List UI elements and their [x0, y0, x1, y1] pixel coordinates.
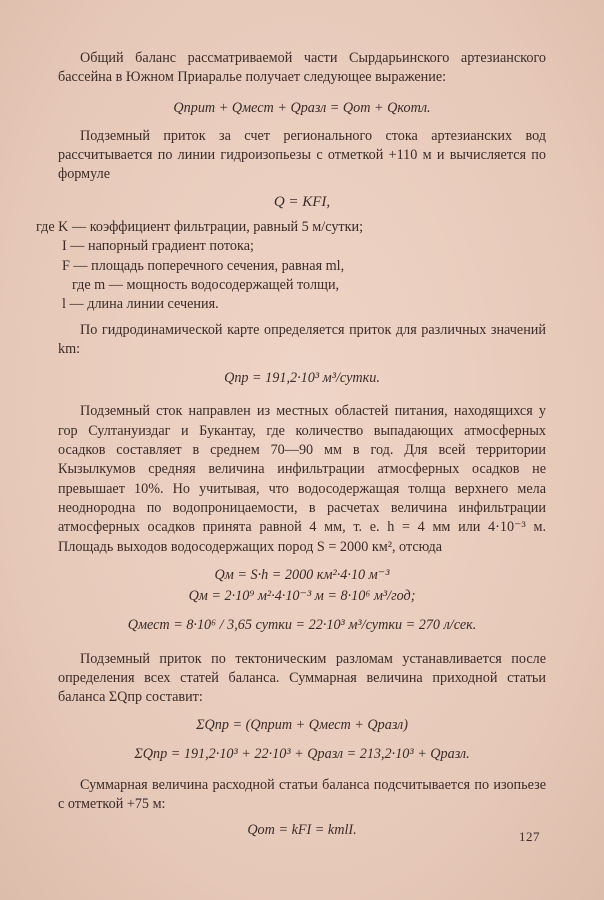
formula-sum-inflow: ΣQпр = (Qприт + Qмест + Qразл)	[196, 716, 408, 733]
definition-item: где K — коэффициент фильтрации, равный 5 м/сутки;	[36, 219, 364, 236]
formula-sum-inflow-values: ΣQпр = 191,2·10³ + 22·10³ + Qразл = 213,2·10³ + Qразл.	[134, 746, 470, 763]
formula-darcy: Q = KFI,	[273, 193, 331, 210]
formula-balance: Qприт + Qмест + Qразл = Qот + Qкотл.	[173, 99, 431, 116]
formula-qm-2: Qм = 2·10⁹ м²·4·10⁻³ м = 8·10⁶ м³/год;	[188, 587, 416, 604]
page-content	[36, 49, 546, 840]
formula-qmest: Qмест = 8·10⁶ / 3,65 сутки = 22·10³ м³/сутки = 270 л/сек.	[127, 616, 477, 633]
page-number: 127	[519, 829, 540, 844]
formula-qm-1: Qм = S·h = 2000 км²·4·10 м⁻³	[214, 566, 390, 583]
definition-item: l — длина линии сечения.	[62, 296, 219, 313]
definition-item: I — напорный градиент потока;	[62, 238, 254, 255]
paragraph-balance-intro: Общий баланс рассматриваемой части Сырдарьинского артезианского бассейна в Южном Приаралье получает следующее выражение:	[58, 50, 546, 86]
paragraph-underground-runoff: Подземный сток направлен из местных областей питания, находящихся у гор Султануиздаг и Букантау, где количество выпадающих атмосферных осадков составляет в среднем 70—90 мм в год. Для всей территории Кызылкумов средняя величина инфильтрации атмосферных осадков не превышает 10%. Но учитывая, что водосодержащая толща верхнего мела неоднородна по водопроницаемости, в расчетах величина инфильтрации атмосферных осадков принята равной 4 мм, т. е. h = 4 мм или 4·10⁻³ м. Площадь выходов водосодержащих пород S = 2000 км², отсюда	[58, 403, 546, 555]
formula-inflow-value: Qпр = 191,2·10³ м³/сутки.	[224, 370, 380, 387]
paragraph-hydrodynamic-map: По гидродинамической карте определяется приток для различных значений km:	[58, 321, 546, 357]
formula-outflow: Qот = kFI = kmlI.	[247, 821, 357, 838]
definition-item: где m — мощность водосодержащей толщи,	[72, 276, 340, 293]
paragraph-regional-inflow: Подземный приток за счет регионального стока артезианских вод рассчитывается по линии гидроизопьезы с отметкой +110 м и вычисляется по формуле	[58, 127, 546, 183]
paragraph-outflow: Суммарная величина расходной статьи баланса подсчитывается по изопьезе с отметкой +75 м:	[58, 777, 546, 813]
definition-item: F — площадь поперечного сечения, равная ml,	[62, 257, 345, 274]
paragraph-tectonic-faults: Подземный приток по тектоническим разломам устанавливается после определения всех статей баланса. Суммарная величина приходной статьи баланса ΣQпр составит:	[58, 650, 546, 706]
definitions-list	[36, 218, 546, 314]
